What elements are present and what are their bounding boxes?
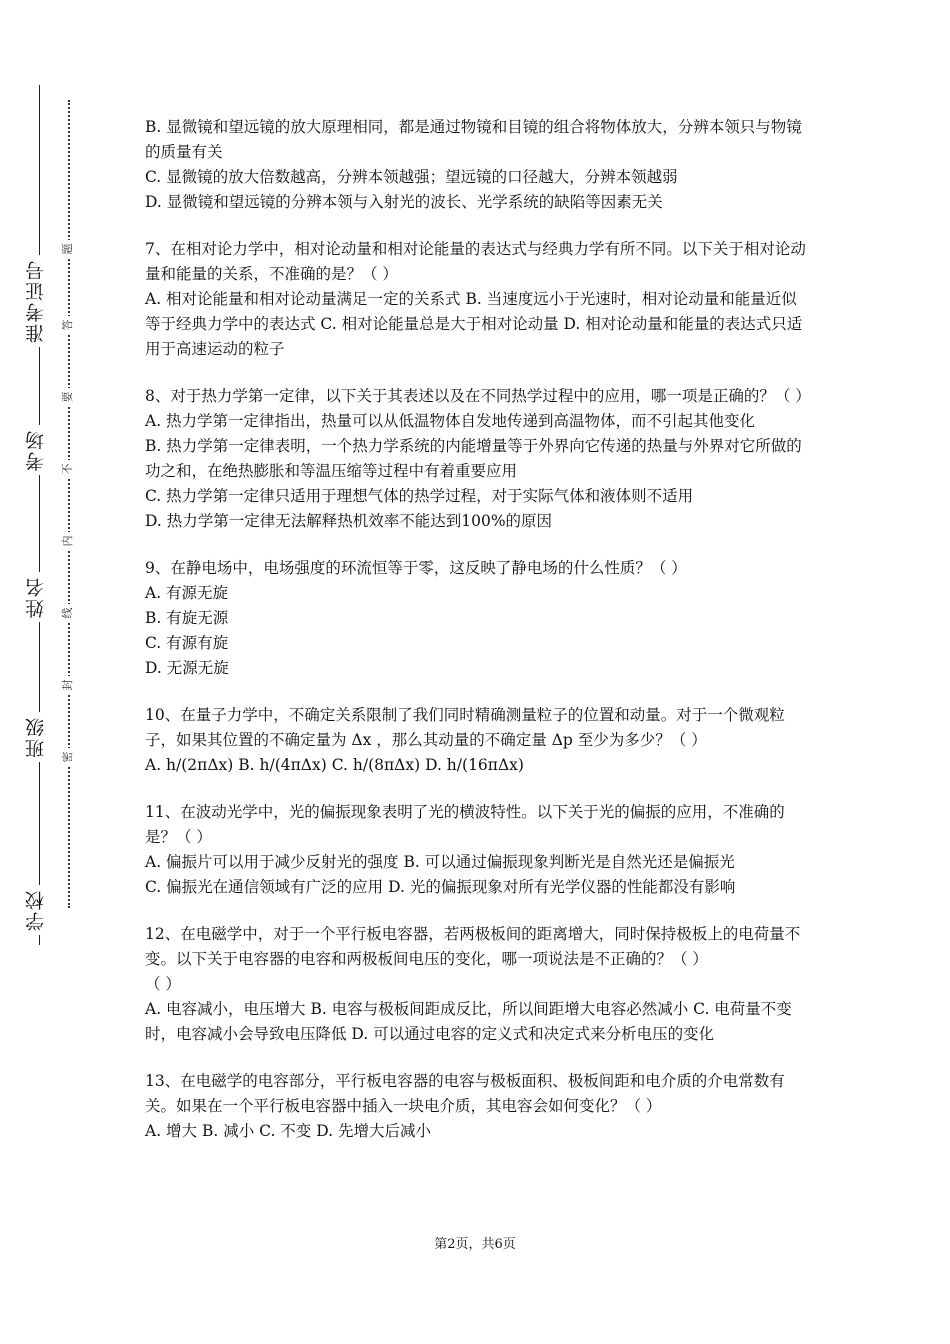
option-line: C. 有源有旋 (145, 634, 229, 652)
name-label: 姓名 (22, 572, 56, 622)
question-block (145, 384, 810, 534)
option-line: B. 显微镜和望远镜的放大原理相同，都是通过物镜和目镜的组合将物体放大，分辨本领只与物镜的质量有关 (145, 118, 802, 161)
page-footer: 第2页，共6页 (434, 1237, 516, 1252)
binding-line (39, 85, 40, 945)
seal-char: 线 (59, 604, 77, 622)
question-stem: 9、在静电场中，电场强度的环流恒等于零，这反映了静电场的什么性质？（ ） (145, 559, 687, 577)
question-block (145, 115, 810, 215)
seal-char: 要 (59, 388, 77, 406)
seal-char: 封 (59, 676, 77, 694)
seal-char: 内 (59, 532, 77, 550)
question-stem: 11、在波动光学中，光的偏振现象表明了光的横波特性。以下关于光的偏振的应用，不准确的是？（ ） (145, 803, 785, 846)
question-block (145, 237, 810, 362)
question-block (145, 1069, 810, 1144)
question-stem: 10、在量子力学中，不确定关系限制了我们同时精确测量粒子的位置和动量。对于一个微观粒子，如果其位置的不确定量为 Δx ，那么其动量的不确定量 Δp 至少为多少？（ ） (145, 706, 785, 749)
option-line: A. 增大 B. 减小 C. 不变 D. 先增大后减小 (145, 1122, 431, 1140)
answer-blank: （ ） (145, 975, 181, 993)
binding-margin (0, 0, 110, 1344)
option-line: D. 无源无旋 (145, 659, 229, 677)
option-line: D. 显微镜和望远镜的分辨本领与入射光的波长、光学系统的缺陷等因素无关 (145, 193, 663, 211)
option-line: B. 有旋无源 (145, 609, 229, 627)
question-block (145, 703, 810, 778)
option-line: C. 显微镜的放大倍数越高，分辨本领越强；望远镜的口径越大，分辨本领越弱 (145, 168, 678, 186)
option-line: D. 热力学第一定律无法解释热机效率不能达到100%的原因 (145, 512, 553, 530)
exam-room-label: 考场 (22, 425, 56, 475)
question-stem: 7、在相对论力学中，相对论动量和相对论能量的表达式与经典力学有所不同。以下关于相对论动量和能量的关系，不准确的是？（ ） (145, 240, 806, 283)
question-block (145, 922, 810, 1047)
question-block (145, 800, 810, 900)
question-stem: 8、对于热力学第一定律，以下关于其表述以及在不同热学过程中的应用，哪一项是正确的？（ ） (145, 387, 811, 405)
option-line: C. 偏振光在通信领域有广泛的应用 D. 光的偏振现象对所有光学仪器的性能都没有影响 (145, 878, 736, 896)
option-line: A. 有源无旋 (145, 584, 229, 602)
question-block (145, 556, 810, 681)
option-line: A. h/(2πΔx) B. h/(4πΔx) C. h/(8πΔx) D. h/(16πΔx) (145, 756, 524, 774)
option-line: A. 电容减小，电压增大 B. 电容与极板间距成反比，所以间距增大电容必然减小 C. 电荷量不变时，电容减小会导致电压降低 D. 可以通过电容的定义式和决定式来分析电压的变化 (145, 1000, 792, 1043)
class-label: 班级 (22, 712, 56, 762)
question-stem: 12、在电磁学中，对于一个平行板电容器，若两极板间的距离增大，同时保持极板上的电荷量不变。以下关于电容器的电容和两极板间电压的变化，哪一项说法是不正确的？（ ） (145, 925, 801, 968)
option-line: A. 相对论能量和相对论动量满足一定的关系式 B. 当速度远小于光速时，相对论动量和能量近似等于经典力学中的表达式 C. 相对论能量总是大于相对论动量 D. 相对论动量和能量的表达式只适用于高速运动的粒子 (145, 290, 803, 358)
seal-dotted-line (68, 100, 70, 908)
seal-char: 题 (59, 240, 77, 258)
seal-char: 答 (59, 316, 77, 334)
question-stem: 13、在电磁学的电容部分，平行板电容器的电容与极板面积、极板间距和电介质的介电常数有关。如果在一个平行板电容器中插入一块电介质，其电容会如何变化？（ ） (145, 1072, 785, 1115)
option-line: C. 热力学第一定律只适用于理想气体的热学过程，对于实际气体和液体则不适用 (145, 487, 694, 505)
option-line: A. 热力学第一定律指出，热量可以从低温物体自发地传递到高温物体，而不引起其他变化 (145, 412, 756, 430)
question-list (145, 115, 810, 1144)
seal-char: 密 (59, 748, 77, 766)
exam-number-label: 准考证号 (22, 255, 56, 347)
seal-char: 不 (59, 460, 77, 478)
school-label: 学校 (22, 885, 56, 935)
option-line: B. 热力学第一定律表明，一个热力学系统的内能增量等于外界向它传递的热量与外界对它所做的功之和，在绝热膨胀和等温压缩等过程中有着重要应用 (145, 437, 802, 480)
option-line: A. 偏振片可以用于减少反射光的强度 B. 可以通过偏振现象判断光是自然光还是偏振光 (145, 853, 735, 871)
